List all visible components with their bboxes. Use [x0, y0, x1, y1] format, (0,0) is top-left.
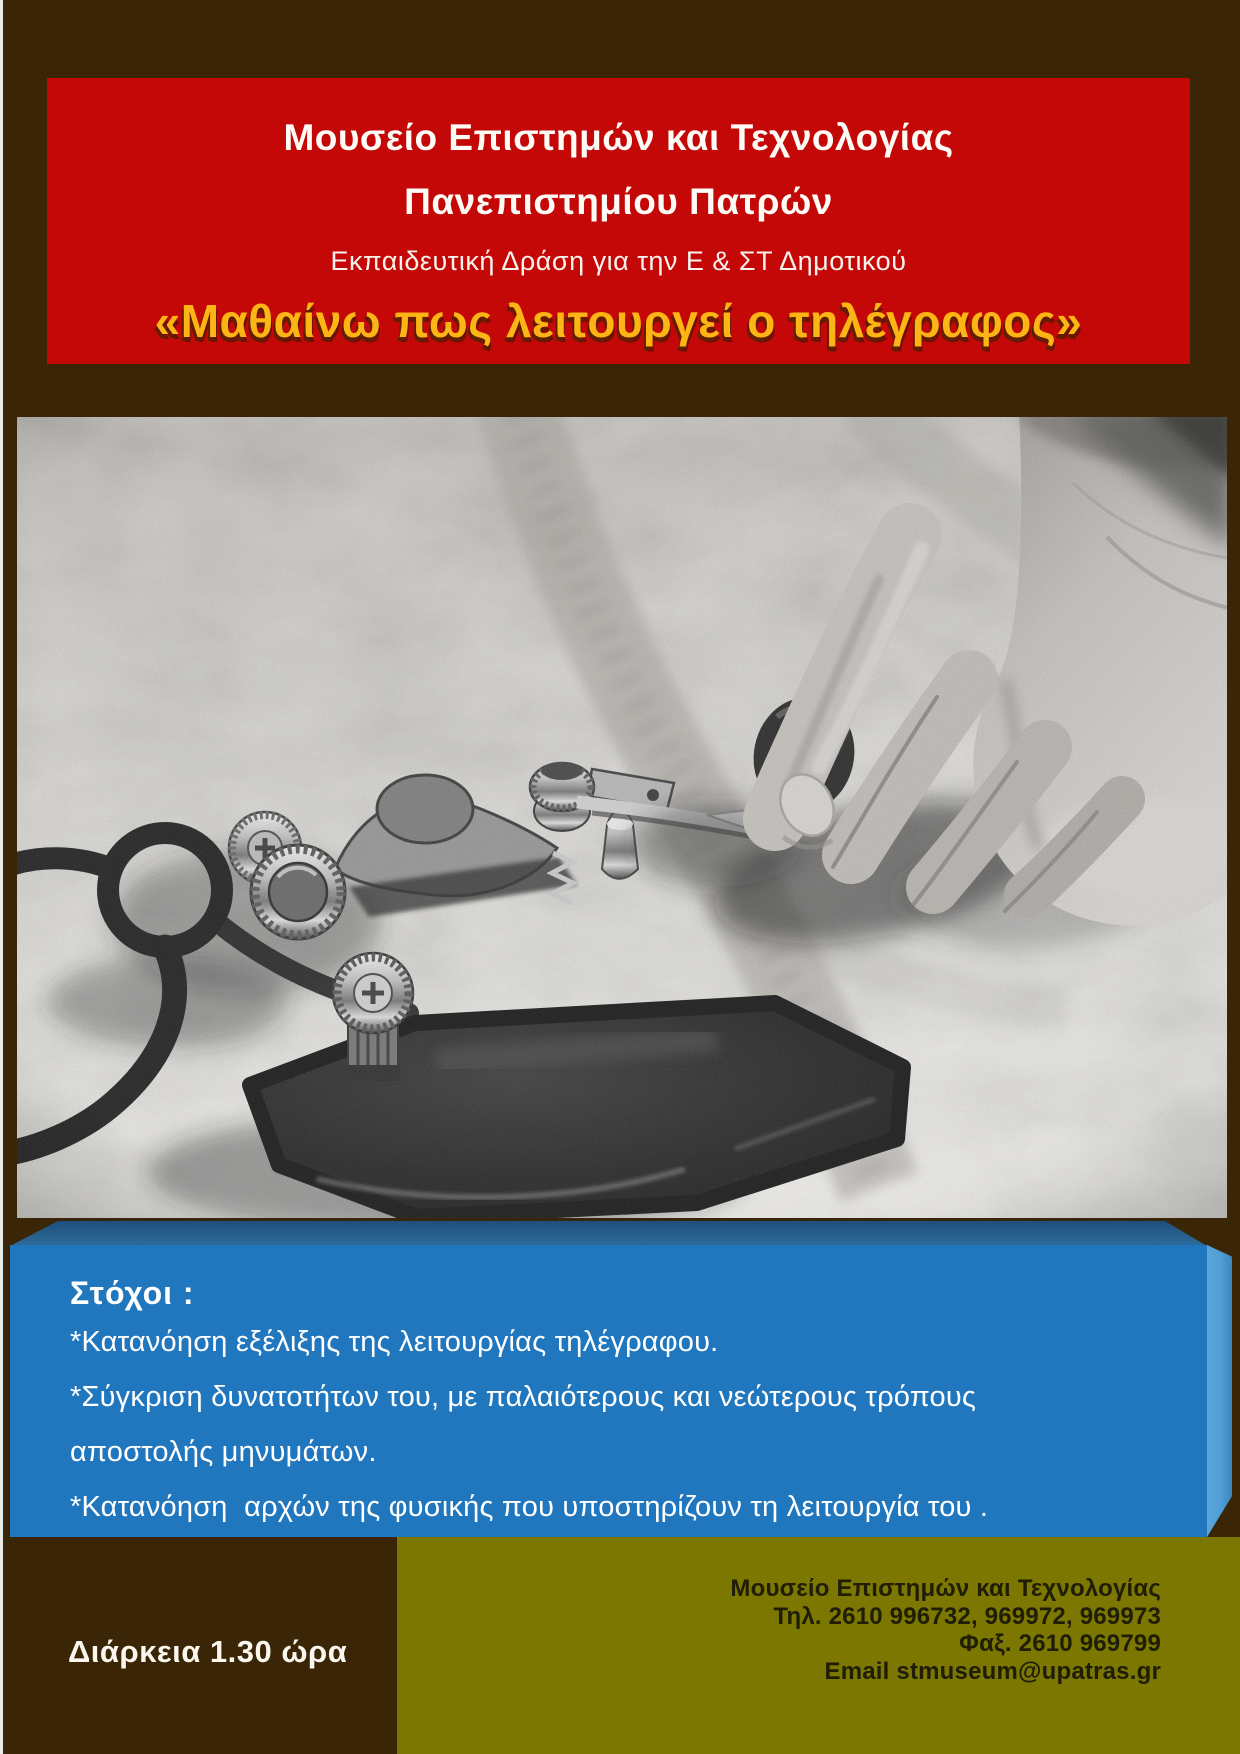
- goal-item-2: *Σύγκριση δυνατοτήτων του, με παλαιότερους και νεώτερους τρόπους αποστολής μηνυμάτων.: [70, 1381, 985, 1468]
- contact-phone: Τηλ. 2610 996732, 969972, 969973: [773, 1602, 1161, 1630]
- event-subtitle: Εκπαιδευτική Δράση για την Ε & ΣΤ Δημοτικού: [330, 246, 907, 276]
- page-left-edge: [0, 0, 3, 1754]
- contact-museum-name: Μουσείο Επιστημών και Τεχνολογίας: [730, 1575, 1161, 1602]
- goal-item-3: *Κατανόηση αρχών της φυσικής που υποστηρίζουν τη λειτουργία του .: [70, 1491, 989, 1523]
- contact-email: Email stmuseum@upatras.gr: [824, 1657, 1161, 1685]
- goals-heading: Στόχοι :: [70, 1275, 195, 1311]
- goals-box-top-bevel: [10, 1221, 1207, 1246]
- contact-fax: Φαξ. 2610 969799: [959, 1630, 1161, 1657]
- contact-box: [397, 1537, 1240, 1754]
- goals-box-side-bevel: [1207, 1245, 1232, 1537]
- museum-title-line2: Πανεπιστημίου Πατρών: [404, 181, 833, 222]
- program-title: «Μαθαίνω πως λειτουργεί ο τηλέγραφος»: [154, 295, 1083, 347]
- header-banner: [47, 78, 1190, 364]
- duration-label: Διάρκεια 1.30 ώρα: [68, 1634, 348, 1669]
- museum-title-line1: Μουσείο Επιστημών και Τεχνολογίας: [283, 117, 954, 158]
- telegraph-photo: [17, 417, 1227, 1218]
- goal-item-1: *Κατανόηση εξέλιξης της λειτουργίας τηλέγραφου.: [70, 1326, 719, 1358]
- museum-title: [47, 78, 1190, 234]
- goals-box: [10, 1245, 1207, 1537]
